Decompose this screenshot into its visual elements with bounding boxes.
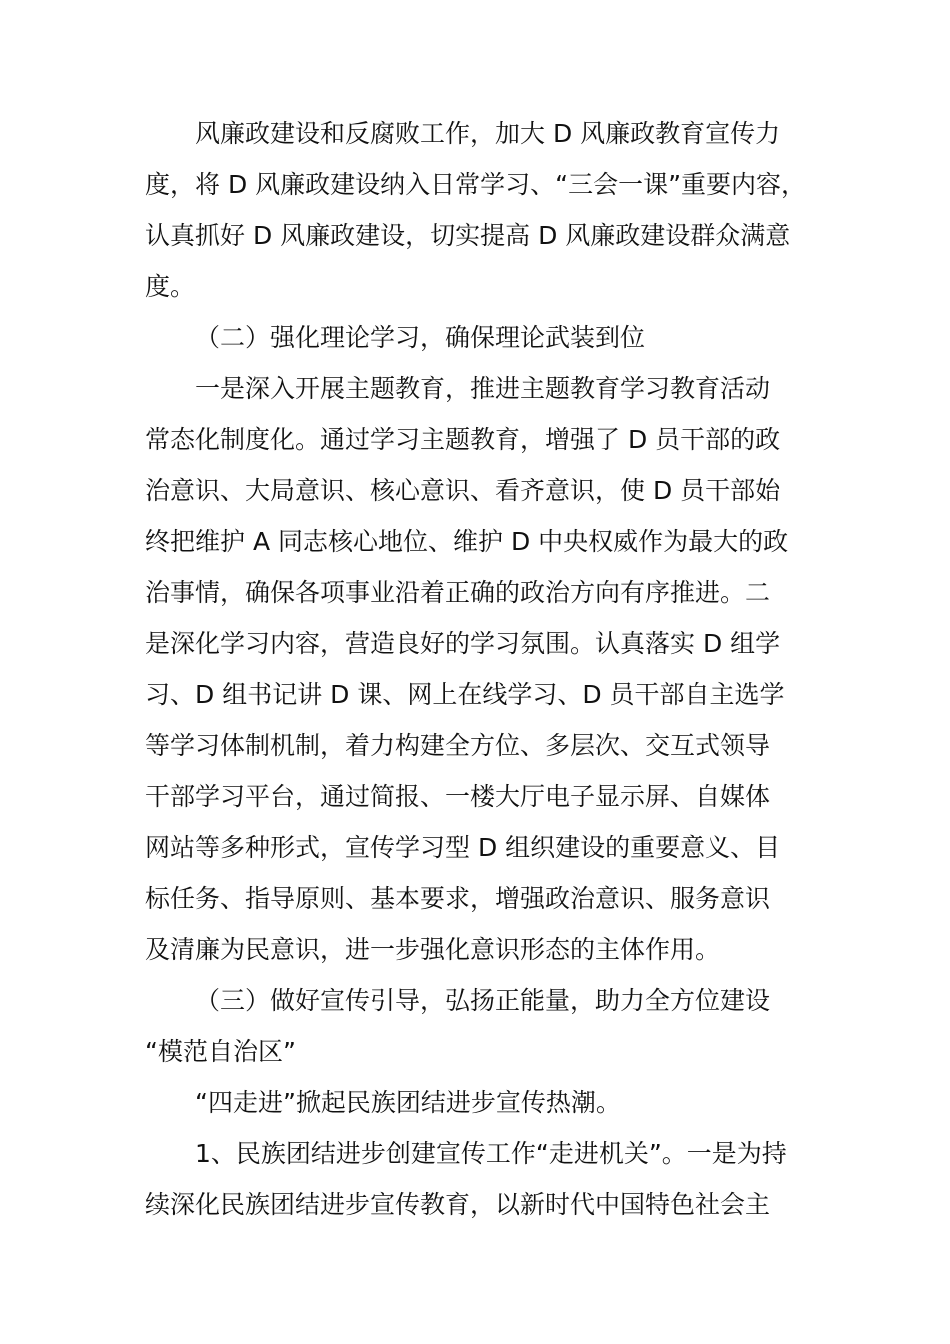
- paragraph-line: 续深化民族团结进步宣传教育，以新时代中国特色社会主: [145, 1190, 771, 1219]
- paragraph-line: 认真抓好 D 风廉政建设，切实提高 D 风廉政建设群众满意: [145, 221, 791, 250]
- paragraph-line: 1、民族团结进步创建宣传工作“走进机关”。一是为持: [195, 1139, 787, 1168]
- paragraph-line: 干部学习平台，通过简报、一楼大厅电子显示屏、自媒体: [145, 782, 771, 811]
- paragraph-line: 一是深入开展主题教育，推进主题教育学习教育活动: [195, 374, 771, 403]
- paragraph-line: 及清廉为民意识，进一步强化意识形态的主体作用。: [145, 935, 721, 964]
- paragraph-line: 度，将 D 风廉政建设纳入日常学习、“三会一课”重要内容，: [145, 170, 807, 199]
- paragraph-line: 习、D 组书记讲 D 课、网上在线学习、D 员干部自主选学: [145, 680, 785, 709]
- paragraph-line: 等学习体制机制，着力构建全方位、多层次、交互式领导: [145, 731, 771, 760]
- paragraph-line: 终把维护 A 同志核心地位、维护 D 中央权威作为最大的政: [145, 527, 789, 556]
- paragraph-line: 治意识、大局意识、核心意识、看齐意识，使 D 员干部始: [145, 476, 781, 505]
- paragraph-line: 标任务、指导原则、基本要求，增强政治意识、服务意识: [145, 884, 771, 913]
- section-heading: （三）做好宣传引导，弘扬正能量，助力全方位建设: [195, 986, 771, 1015]
- paragraph-line: “四走进”掀起民族团结进步宣传热潮。: [195, 1088, 621, 1117]
- paragraph-line: 治事情，确保各项事业沿着正确的政治方向有序推进。二: [145, 578, 771, 607]
- paragraph-line: 是深化学习内容，营造良好的学习氛围。认真落实 D 组学: [145, 629, 781, 658]
- paragraph-line: 常态化制度化。通过学习主题教育，增强了 D 员干部的政: [145, 425, 781, 454]
- paragraph-line: 度。: [145, 272, 196, 301]
- paragraph-line: 网站等多种形式，宣传学习型 D 组织建设的重要意义、目: [145, 833, 781, 862]
- paragraph-line: 风廉政建设和反腐败工作，加大 D 风廉政教育宣传力: [195, 119, 781, 148]
- section-heading: （二）强化理论学习，确保理论武装到位: [195, 323, 646, 352]
- section-heading-continuation: “模范自治区”: [145, 1037, 296, 1066]
